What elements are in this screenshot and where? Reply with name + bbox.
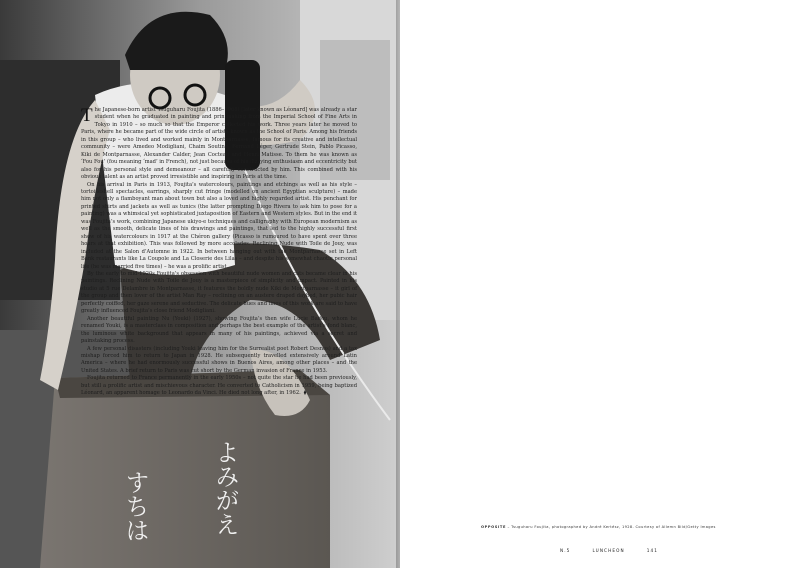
photo-caption [481, 525, 761, 529]
article-paragraph: A few personal disasters (including Youki leaving him for the Surrealist poet Robert Desnos) and a tax mishap forced him to return to Japan in 1928. He subsequently travelled extensively around Latin America – where he had enormously successful shows in Buenos Aires, among other places – and the United States. A brief return to Paris was cut short by the German invasion of France in 1953. [81, 345, 357, 374]
issue-number: N.5 [560, 548, 571, 553]
article-paragraph: Foujita returned to France permanently in the early 1950s – not quite the star he had been previously, but still a prolific artist and mischievous character. He converted to Catholicism in 1959, being baptized Léonard, an apparent homage to Leonardo da Vinci. He died not long after, in 1962. ⧫ [81, 375, 357, 397]
caption-label: OPPOSITE [481, 525, 507, 529]
folio [560, 548, 690, 553]
caption-text: – Tsuguharu Foujita, photographed by André Kertész, 1928. Courtesy of Allemn Bild/Getty Images [506, 525, 716, 529]
end-mark-icon: ⧫ [303, 390, 307, 397]
page-number: 141 [646, 548, 659, 553]
drop-cap: T [81, 105, 93, 126]
text-page [400, 0, 800, 568]
article-paragraph: By the early to mid-1920s Foujita’s obsession with beautiful nude women and cats became clear in his paintings. Reclining Nude with Toile de Jouy is a masterpiece of simplicity and impact. Painted in his studio at 5 rue Delambre in Montparnasse, it features the boldly nude Kiki de Montparnasse – it girl of the group and then lover of the artist Man Ray – reclining on an austere draped daybed, her pubic hair perfectly coiffed, her gaze serene and seductive. The delicate hues and lines of this work are said to have greatly influenced Foujita’s close friend Modigliani. [81, 270, 357, 315]
article-body [81, 107, 357, 398]
box-inscription-right: よみがえ [211, 440, 239, 536]
box-inscription-left: すちは [121, 470, 149, 542]
article-paragraph: Another beautiful painting Nu (Youki) (1927), showing Foujita’s then wife Lucie Badou, whom he renamed Youki, is a masterclass in composition and perhaps the best example of the artist’s fond blanc, the luminous white background that appears in many of his paintings, achieved via a secret and painstaking process. [81, 315, 357, 345]
article-paragraph: The Japanese-born artist Tsuguharu Foujita (1886–1968) [later known as Léonard] was already a star student when he graduated in painting and printmaking from the Imperial School of Fine Arts in Tokyo in 1910 – so much so that the Emperor collected his work. Three years later he moved to Paris, where he became part of the wide circle of artists known as the School of Paris. Among his friends in this group – who lived and worked mainly in Montparnasse, famous for its creative and intellectual community – were Amedeo Modigliani, Chaim Soutine, Fernand Léger, Gertrude Stein, Pablo Picasso, Kiki de Montparnasse, Alexander Calder, Jean Cocteau and Henri Matisse. To them he was known as ‘Fou Fou’ (fou meaning ‘mad’ in French), not just because of his dizzying enthusiasm and eccentricity but also for his personal style and demeanour – all carefully constructed by him. This combined with his obvious talent as an artist proved irresistible and inspiring in Paris at the time. [81, 105, 357, 181]
article-paragraph: On his arrival in Paris in 1913, Foujita’s watercolours, paintings and etchings as well as his style – tortoiseshell spectacles, earrings, sharply cut fringe (modelled on ancient Egyptian sculpture) – made him not only a flamboyant man about town but also a loved and highly regarded artist. His penchant for printed shirts and jackets as well as tunics (the latter prompting Diego Rivera to ask him to pose for a painting) was a whimsical yet sophisticated juxtaposition of Eastern and Western styles. But in the end it was Foujita’s work, combining Japanese ukiyo-e techniques and calligraphy with European modernism as well as the smooth, delicate lines of his drawings and paintings, that led to the highly successful first show of his watercolours in 1917 at the Chéron gallery (Picasso is rumoured to have spent over three hours at that exhibition). This was followed by more accolades. Reclining Nude with Toile de Jouy, was included at the Salon d’Automne in 1922. In between hanging out with the Montparnasse set in Left Bank restaurants like La Coupole and La Closerie des Lilas – and despite his somewhat chaotic personal life (he was married five times) – he was a prolific artist. [81, 181, 357, 270]
magazine-name: LUNCHEON [592, 548, 625, 553]
